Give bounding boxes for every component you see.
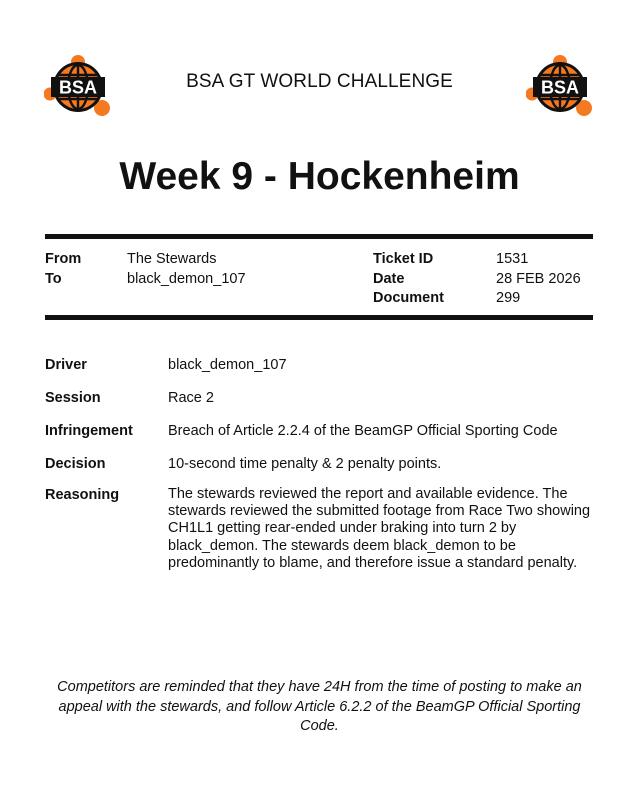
svg-text:BSA: BSA <box>58 77 98 98</box>
to-value: black_demon_107 <box>127 271 246 287</box>
header-rule-bottom <box>45 315 593 320</box>
driver-label: Driver <box>45 357 87 373</box>
reasoning-value: The stewards reviewed the report and available evidence. The stewards reviewed the submitted footage from Race Two showing CH1L1 getting rear-ended under braking into turn 2 by black_demon. The stewards deem black_demon to be predominantly to blame, and therefore issue a standard penalty. <box>168 486 591 571</box>
session-label: Session <box>45 390 101 406</box>
from-label: From <box>45 251 82 267</box>
to-label: To <box>45 271 62 287</box>
footer-note: Competitors are reminded that they have 24H from the time of posting to make an appeal with the stewards, and follow Article 6.2.2 of the BeamGP Official Sporting Code. <box>57 679 582 734</box>
decision-value: 10-second time penalty & 2 penalty points. <box>168 456 442 472</box>
driver-value: black_demon_107 <box>168 357 287 373</box>
decision-label: Decision <box>45 456 106 472</box>
svg-text:BSA: BSA <box>540 77 580 98</box>
header-rule-top <box>45 234 593 239</box>
date-label: Date <box>373 271 405 287</box>
session-value: Race 2 <box>168 390 214 406</box>
date-value: 28 FEB 2026 <box>496 271 581 287</box>
document-value: 299 <box>496 290 521 306</box>
event-title: Week 9 - Hockenheim <box>119 155 520 198</box>
ticket-id-value: 1531 <box>496 251 529 267</box>
infringement-label: Infringement <box>45 423 133 439</box>
document-label: Document <box>373 290 444 306</box>
from-value: The Stewards <box>127 251 217 267</box>
reasoning-label: Reasoning <box>45 487 120 503</box>
series-title: BSA GT WORLD CHALLENGE <box>186 71 453 92</box>
ticket-id-label: Ticket ID <box>373 251 434 267</box>
infringement-value: Breach of Article 2.2.4 of the BeamGP Official Sporting Code <box>168 423 558 439</box>
